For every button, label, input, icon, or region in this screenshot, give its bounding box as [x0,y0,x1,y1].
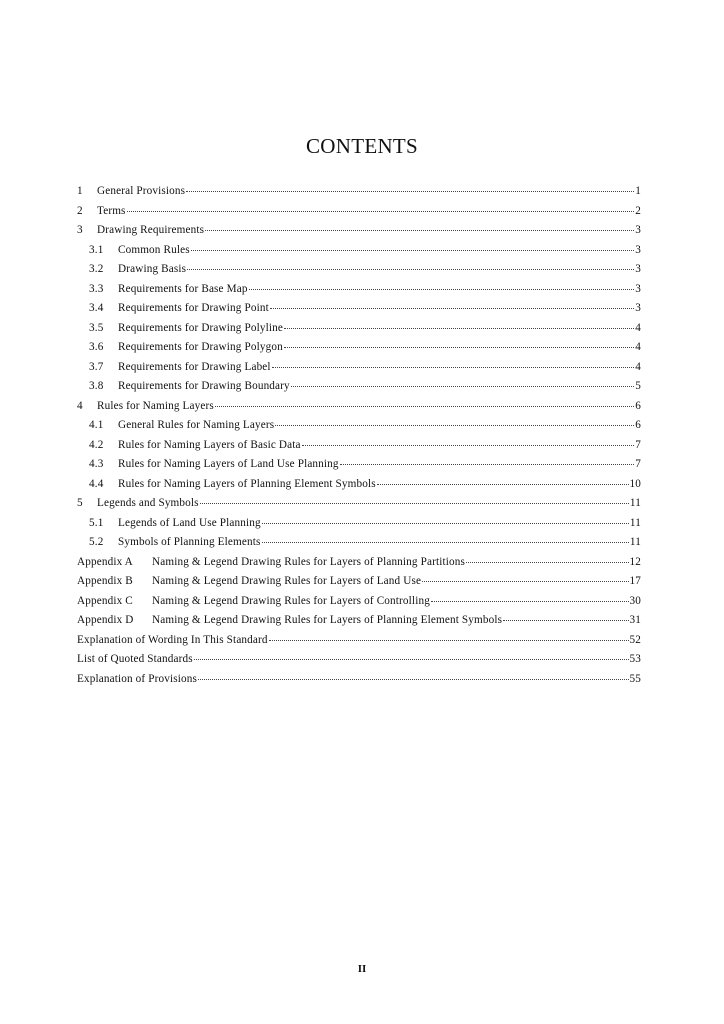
toc-entry[interactable] [77,517,641,537]
toc-entry-title: Explanation of Provisions [77,672,197,685]
toc-entry-number: 3.5 [89,321,104,334]
toc-entry[interactable] [77,322,641,342]
toc-entry-number: 3.8 [89,380,104,392]
toc-entry-page: 4 [635,341,641,353]
toc-dot-leader [249,288,635,290]
toc-entry-page: 5 [635,380,641,392]
toc-entry-page: 17 [629,575,641,587]
toc-entry-page: 7 [635,458,641,470]
toc-entry-title: Requirements for Drawing Boundary [118,380,290,392]
toc-dot-leader [272,366,635,368]
toc-entry[interactable] [77,224,641,244]
toc-entry[interactable] [77,244,641,264]
toc-dot-leader [466,561,628,563]
toc-entry-page: 2 [635,204,641,217]
toc-entry-page: 4 [635,360,641,373]
toc-entry-title: Rules for Naming Layers of Basic Data [118,438,301,451]
toc-entry-page: 31 [629,614,641,626]
toc-entry-page: 1 [635,185,641,197]
toc-entry[interactable] [77,380,641,400]
toc-entry-title: General Rules for Naming Layers [118,419,275,431]
toc-entry-number: 3.4 [89,302,104,314]
toc-entry[interactable] [77,478,641,498]
toc-entry-title: Symbols of Planning Elements [118,536,261,548]
toc-entry-page: 4 [635,321,641,334]
toc-entry-number: Appendix D [77,614,134,626]
toc-entry-page: 6 [635,399,641,412]
toc-entry-number: 5 [77,497,83,509]
toc-dot-leader [262,541,629,543]
toc-dot-leader [187,268,634,270]
toc-entry-number: 3.2 [89,263,104,275]
toc-entry-page: 53 [629,653,641,665]
toc-entry-number: 4 [77,399,83,412]
page-number: II [357,963,367,975]
toc-entry[interactable] [77,205,641,225]
toc-entry-number: 3.1 [89,243,104,256]
toc-entry-number: Appendix A [77,555,133,568]
toc-entry-title: Naming & Legend Drawing Rules for Layers of Controlling [152,594,430,607]
toc-entry[interactable] [77,263,641,283]
toc-entry-title: General Provisions [97,185,186,197]
toc-entry[interactable] [77,419,641,439]
toc-entry-title: Legends and Symbols [97,497,199,509]
toc-entry-number: 4.2 [89,438,104,451]
toc-entry-page: 30 [629,594,641,607]
toc-entry[interactable] [77,458,641,478]
toc-entry-page: 3 [635,224,641,236]
toc-dot-leader [503,619,628,621]
toc-entry-title: Requirements for Drawing Polygon [118,341,283,353]
toc-entry[interactable] [77,575,641,595]
toc-dot-leader [198,678,629,680]
toc-dot-leader [431,600,629,602]
toc-dot-leader [284,346,634,348]
toc-entry-page: 55 [629,672,641,685]
toc-entry-title: Terms [97,204,126,217]
toc-entry-page: 3 [635,282,641,295]
toc-entry-page: 3 [635,302,641,314]
toc-entry-number: 4.1 [89,419,104,431]
toc-dot-leader [194,658,629,660]
toc-entry-number: 4.4 [89,477,104,490]
toc-entry-title: Naming & Legend Drawing Rules for Layers of Planning Element Symbols [152,614,503,626]
toc-entry-page: 3 [635,243,641,256]
toc-entry-number: 4.3 [89,458,104,470]
toc-entry-number: 3.6 [89,341,104,353]
toc-dot-leader [191,249,635,251]
toc-dot-leader [215,405,634,407]
toc-entry-title: Drawing Requirements [97,224,205,236]
toc-entry-title: Rules for Naming Layers [97,399,214,412]
toc-entry[interactable] [77,361,641,381]
toc-dot-leader [284,327,634,329]
toc-dot-leader [269,639,629,641]
toc-entry[interactable] [77,614,641,634]
toc-entry[interactable] [77,341,641,361]
toc-dot-leader [302,444,635,446]
toc-entry-title: Naming & Legend Drawing Rules for Layers of Planning Partitions [152,555,466,568]
toc-entry-number: 3 [77,224,83,236]
toc-entry[interactable] [77,302,641,322]
toc-entry-title: Requirements for Drawing Point [118,302,269,314]
toc-dot-leader [186,190,634,192]
toc-entry-title: Rules for Naming Layers of Land Use Planning [118,458,339,470]
toc-entry-number: 2 [77,204,83,217]
toc-entry-number: 3.7 [89,360,104,373]
toc-entry-title: Requirements for Drawing Polyline [118,321,283,334]
toc-entry-page: 11 [629,516,641,529]
toc-entry[interactable] [77,497,641,517]
toc-entry-title: Requirements for Base Map [118,282,248,295]
toc-entry[interactable] [77,595,641,615]
toc-dot-leader [275,424,634,426]
toc-dot-leader [422,580,628,582]
toc-entry-title: Common Rules [118,243,190,256]
toc-dot-leader [205,229,634,231]
page-title: CONTENTS [305,134,419,158]
toc-entry-page: 7 [635,438,641,451]
toc-entry[interactable] [77,634,641,654]
toc-entry-page: 11 [629,536,641,548]
toc-entry[interactable] [77,673,641,693]
toc-dot-leader [377,483,629,485]
toc-dot-leader [200,502,629,504]
toc-entry-page: 12 [629,555,641,568]
toc-entry-page: 10 [629,477,641,490]
toc-entry-title: Requirements for Drawing Label [118,360,271,373]
toc-entry[interactable] [77,283,641,303]
toc-entry-title: Rules for Naming Layers of Planning Element Symbols [118,477,376,490]
toc-entry-title: Naming & Legend Drawing Rules for Layers of Land Use [152,575,422,587]
toc-entry-number: 5.2 [89,536,104,548]
table-of-contents [77,185,641,692]
toc-dot-leader [291,385,634,387]
toc-entry[interactable] [77,536,641,556]
toc-entry-number: Appendix B [77,575,133,587]
toc-entry-number: 5.1 [89,516,104,529]
toc-entry-page: 6 [635,419,641,431]
toc-entry-number: Appendix C [77,594,133,607]
toc-dot-leader [340,463,635,465]
toc-entry[interactable] [77,556,641,576]
toc-entry[interactable] [77,439,641,459]
toc-entry-title: List of Quoted Standards [77,653,193,665]
toc-entry[interactable] [77,400,641,420]
toc-entry-title: Legends of Land Use Planning [118,516,261,529]
toc-dot-leader [127,210,635,212]
toc-entry-number: 3.3 [89,282,104,295]
toc-entry-page: 11 [629,497,641,509]
toc-entry-number: 1 [77,185,83,197]
toc-dot-leader [262,522,629,524]
toc-entry[interactable] [77,185,641,205]
toc-entry-title: Drawing Basis [118,263,187,275]
toc-entry-page: 3 [635,263,641,275]
toc-dot-leader [270,307,634,309]
toc-entry-title: Explanation of Wording In This Standard [77,633,268,646]
toc-entry-page: 52 [629,633,641,646]
toc-entry[interactable] [77,653,641,673]
